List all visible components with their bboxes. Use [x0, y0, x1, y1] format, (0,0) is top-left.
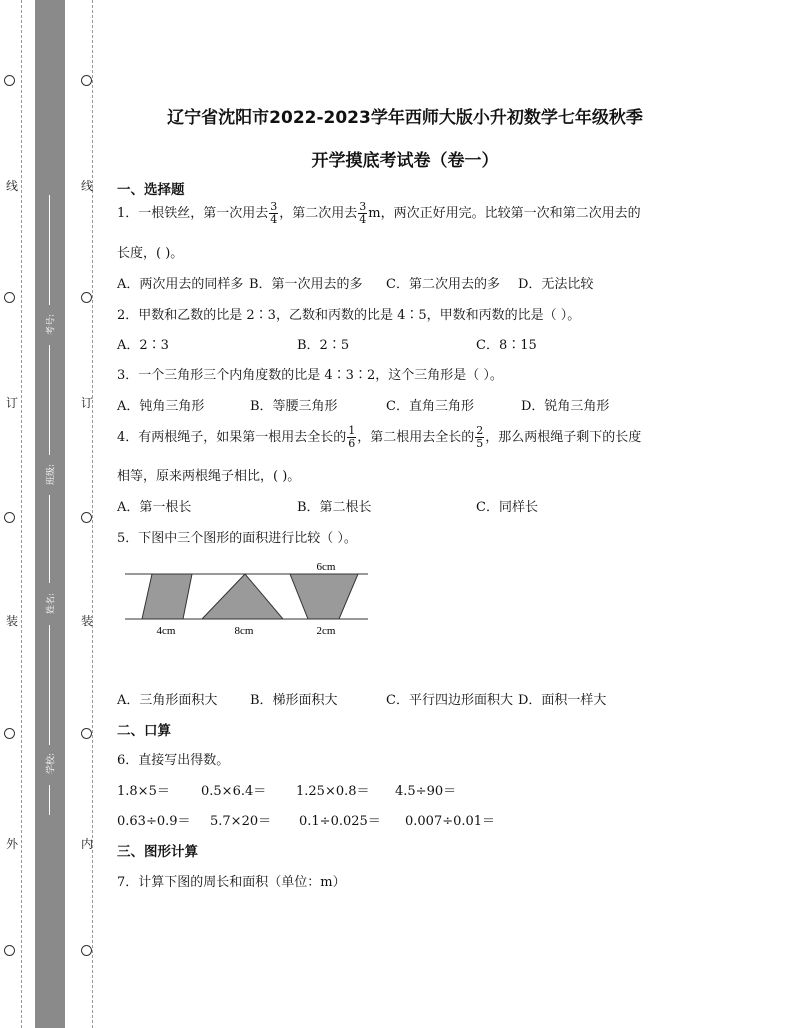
question-5: 5．下图中三个图形的面积进行比较（ ）。 [117, 531, 357, 546]
question-7: 7．计算下图的周长和面积（单位：m） [117, 875, 346, 890]
binding-hole [4, 75, 15, 86]
question-4-line2: 相等，原来两根绳子相比，( )。 [117, 469, 301, 484]
fraction: $\frac{3}{4}$ [359, 200, 367, 226]
option-a: A．钝角三角形 [117, 399, 205, 414]
binding-hole [81, 512, 92, 523]
parallelogram-base-label: 4cm [156, 625, 176, 637]
question-2: 2．甲数和乙数的比是 2∶3，乙数和丙数的比是 4∶5，甲数和丙数的比是（ ）。 [117, 308, 581, 323]
option-c: C．第二次用去的多 [386, 277, 500, 292]
fraction: $\frac{2}{5}$ [476, 424, 484, 450]
option-a: A．第一根长 [117, 500, 192, 515]
outer-dashed-line [21, 0, 22, 1028]
binding-hole [81, 75, 92, 86]
section-heading: 一、选择题 [117, 182, 185, 198]
option-a: A．2∶3 [117, 338, 169, 353]
inner-mark: 订 [81, 396, 94, 410]
binding-hole [81, 945, 92, 956]
calc-item: 4.5÷90＝ [395, 784, 457, 799]
outer-mark: 订 [6, 396, 19, 410]
field-underline [49, 495, 50, 583]
field-name: 姓名: [46, 592, 57, 615]
calc-item: 1.25×0.8＝ [296, 784, 370, 799]
section-heading: 二、口算 [117, 723, 171, 739]
question-text: ，第二根用去全长的 [357, 430, 475, 445]
option-c: C．平行四边形面积大 [386, 693, 513, 708]
inner-mark: 内 [81, 837, 94, 851]
section-heading: 三、图形计算 [117, 844, 198, 860]
question-6: 6．直接写出得数。 [117, 753, 230, 768]
fraction: $\frac{1}{6}$ [348, 424, 356, 450]
option-b: B．等腰三角形 [250, 399, 338, 414]
shapes-figure [120, 555, 380, 640]
option-c: C．同样长 [476, 500, 538, 515]
binding-hole [4, 512, 15, 523]
outer-mark: 装 [6, 614, 19, 628]
question-3: 3．一个三角形三个内角度数的比是 4∶3∶2，这个三角形是（ ）。 [117, 368, 503, 383]
inner-mark: 线 [81, 179, 94, 193]
option-a: A．三角形面积大 [117, 693, 218, 708]
question-4 [117, 422, 641, 454]
question-text: m，两次正好用完。比较第一次和第二次用去的 [368, 206, 641, 221]
binding-hole [81, 292, 92, 303]
fraction: $\frac{3}{4}$ [270, 200, 278, 226]
inner-dashed-line [92, 0, 93, 1028]
field-underline [49, 625, 50, 745]
option-b: B．第一次用去的多 [249, 277, 363, 292]
binding-hole [4, 945, 15, 956]
option-b: B．第二根长 [297, 500, 372, 515]
option-d: D．锐角三角形 [521, 399, 610, 414]
triangle-shape [202, 574, 283, 619]
calc-item: 0.63÷0.9＝ [117, 814, 191, 829]
question-1-line2: 长度，( )。 [117, 246, 184, 261]
outer-mark: 外 [6, 837, 19, 851]
option-d: D．无法比较 [518, 277, 594, 292]
calc-item: 0.007÷0.01＝ [405, 814, 496, 829]
trapezoid-base-label: 2cm [316, 625, 336, 637]
trapezoid-top-label: 6cm [316, 561, 336, 573]
binding-hole [4, 728, 15, 739]
option-a: A．两次用去的同样多 [117, 277, 244, 292]
question-text: ，第二次用去 [279, 206, 358, 221]
question-text: 1．一根铁丝，第一次用去 [117, 206, 269, 221]
option-c: C．8∶15 [476, 338, 537, 353]
outer-mark: 线 [6, 179, 19, 193]
binding-strip [35, 0, 65, 1028]
calc-item: 0.1÷0.025＝ [299, 814, 381, 829]
calc-item: 1.8×5＝ [117, 784, 170, 799]
field-underline [49, 195, 50, 305]
paper-title-line2: 开学摸底考试卷（卷一） [311, 151, 499, 171]
option-b: B．梯形面积大 [250, 693, 338, 708]
inner-mark: 装 [81, 614, 94, 628]
calc-item: 5.7×20＝ [210, 814, 272, 829]
option-c: C．直角三角形 [386, 399, 474, 414]
option-b: B．2∶5 [297, 338, 350, 353]
parallelogram-shape [142, 574, 192, 619]
question-1 [117, 198, 641, 230]
field-exam-number: 考号: [46, 313, 57, 336]
option-d: D．面积一样大 [518, 693, 607, 708]
binding-hole [4, 292, 15, 303]
field-underline [49, 345, 50, 455]
field-underline [49, 785, 50, 815]
question-text: ，那么两根绳子剩下的长度 [485, 430, 642, 445]
calc-item: 0.5×6.4＝ [201, 784, 267, 799]
triangle-base-label: 8cm [234, 625, 254, 637]
field-school: 学校: [46, 752, 57, 775]
paper-title-line1: 辽宁省沈阳市2022-2023学年西师大版小升初数学七年级秋季 [167, 108, 643, 128]
trapezoid-shape [290, 574, 358, 619]
question-text: 4．有两根绳子，如果第一根用去全长的 [117, 430, 347, 445]
field-class: 班级: [46, 463, 57, 486]
binding-hole [81, 728, 92, 739]
